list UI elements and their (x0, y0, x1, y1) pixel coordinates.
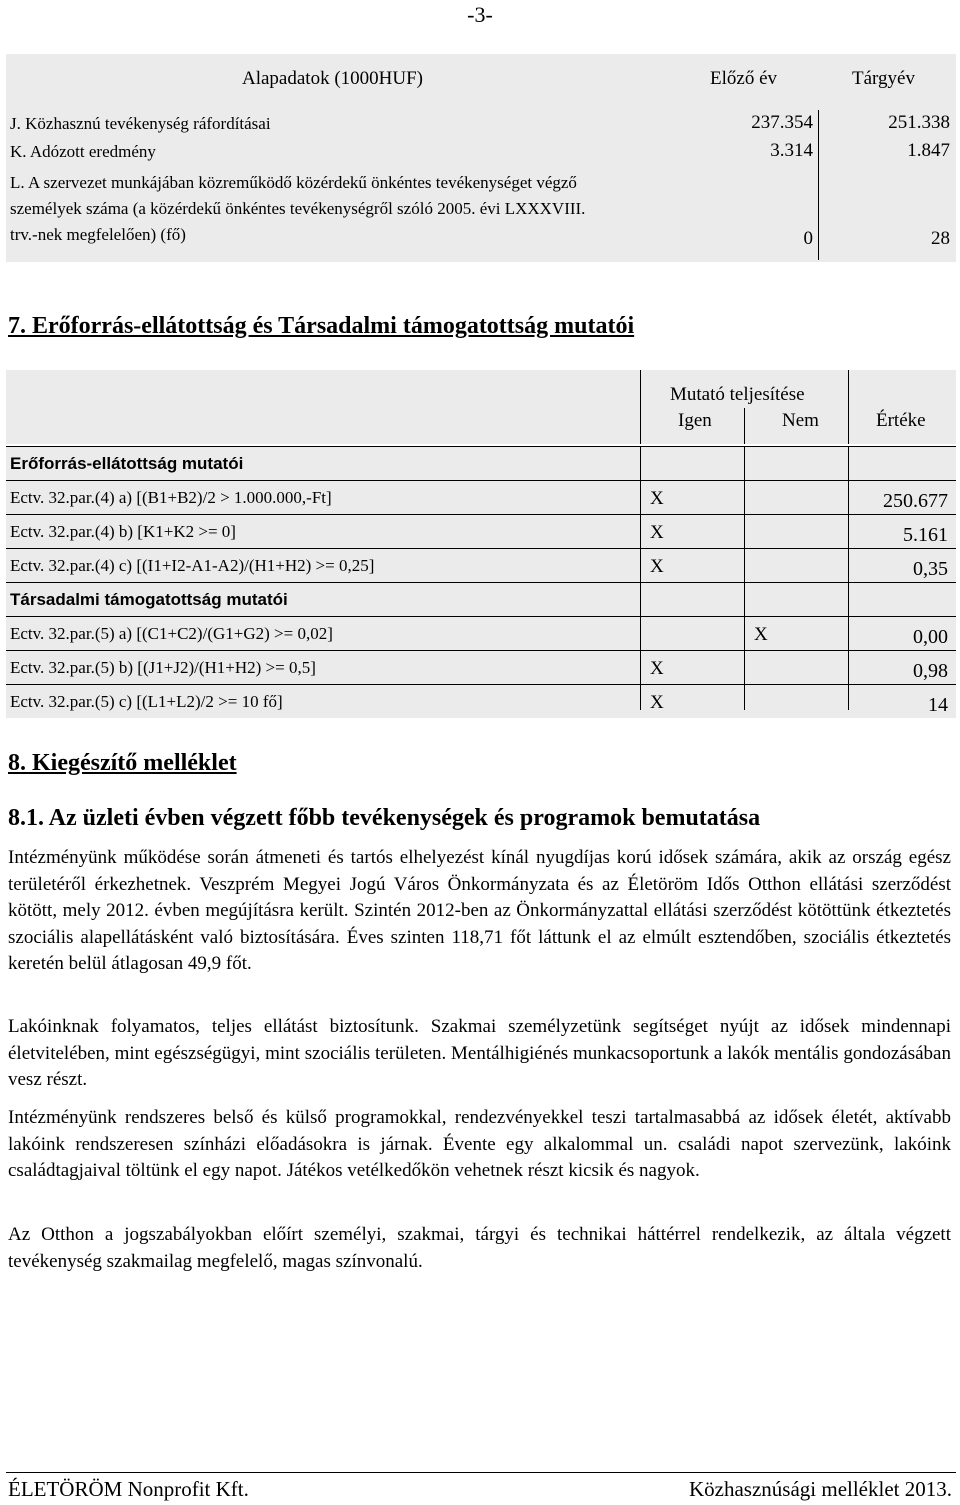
indicator-value: 0,98 (913, 660, 948, 682)
row-label: K. Adózott eredmény (10, 142, 156, 161)
footer-document: Közhasznúsági melléklet 2013. (688, 1477, 952, 1501)
indicator-table (6, 446, 956, 718)
header-group: Mutató teljesítése (670, 384, 805, 405)
page-footer (6, 1472, 956, 1501)
indicator-yes: X (650, 556, 664, 577)
section-7-title: 7. Erőforrás-ellátottság és Társadalmi támogatottság mutatói (8, 313, 635, 339)
section-title: Társadalmi támogatottság mutatói (10, 590, 288, 609)
row-prev: 3.314 (770, 140, 813, 161)
paragraph: Intézményünk működése során átmeneti és tartós elhelyezést kínál nyugdíjas korú idősek számára, akik az ország egész területéről érkezhetnek. Veszprém Megyei Jogú Város Önkormányzata és az Életöröm Idős Otthon ellátási szerződést kötött, mely 2012. évben megújításra került. Szintén 2012-ben az Önkormányzattal ellátási szerződést kötöttünk étkeztetés szociális alapellátásként való biztosítására. Éves szinten 118,71 főt láttunk el az elmúlt esztendőben, szociális étkeztetés keretén belül átlagosan 49,9 főt. (8, 847, 951, 974)
table-row (6, 549, 956, 583)
table-row (6, 108, 956, 140)
table-row (6, 168, 956, 260)
header-value: Értéke (876, 410, 926, 431)
table-row (6, 651, 956, 685)
table-row (6, 617, 956, 651)
header-no: Nem (782, 410, 819, 431)
section-row (6, 446, 956, 481)
basic-data-table (6, 54, 956, 262)
divider (848, 446, 849, 710)
header-yes: Igen (678, 410, 712, 431)
indicator-value: 250.677 (883, 490, 948, 512)
row-label: L. A szervezet munkájában közreműködő közérdekű önkéntes tevékenységet végző személyek száma (a közérdekű önkéntes tevékenységről szóló 2005. évi LXXXVIII. trv.-nek megfelelően) (fő) (10, 173, 586, 244)
header-prev-year: Előző év (710, 68, 778, 89)
indicator-label: Ectv. 32.par.(5) b) [(J1+J2)/(H1+H2) >= 0,5] (10, 658, 316, 677)
indicator-yes: X (650, 488, 664, 509)
page-number: -3- (467, 2, 493, 27)
indicator-value: 14 (928, 694, 948, 716)
table-row (6, 685, 956, 718)
indicator-label: Ectv. 32.par.(4) b) [K1+K2 >= 0] (10, 522, 236, 541)
indicator-label: Ectv. 32.par.(4) c) [(I1+I2-A1-A2)/(H1+H2) >= 0,25] (10, 556, 375, 575)
indicator-label: Ectv. 32.par.(4) a) [(B1+B2)/2 > 1.000.000,-Ft] (10, 488, 332, 507)
row-curr: 1.847 (907, 140, 950, 161)
row-curr: 28 (931, 228, 950, 249)
row-prev: 0 (803, 228, 813, 249)
table-row (6, 515, 956, 549)
table-row (6, 140, 956, 168)
basic-data-header (6, 54, 956, 108)
indicator-label: Ectv. 32.par.(5) a) [(C1+C2)/(G1+G2) >= 0,02] (10, 624, 333, 643)
section-title: Erőforrás-ellátottság mutatói (10, 454, 244, 473)
indicator-yes: X (650, 658, 664, 679)
indicator-value: 0,00 (913, 626, 948, 648)
footer-company: ÉLETÖRÖM Nonprofit Kft. (8, 1477, 249, 1501)
row-curr: 251.338 (888, 112, 950, 133)
indicator-no: X (754, 624, 768, 645)
divider (744, 408, 745, 444)
header-current-year: Tárgyév (852, 68, 915, 89)
divider (640, 446, 641, 710)
row-prev: 237.354 (751, 112, 813, 133)
divider (744, 446, 745, 710)
indicator-yes: X (650, 692, 664, 713)
indicator-yes: X (650, 522, 664, 543)
paragraph: Lakóinknak folyamatos, teljes ellátást biztosítunk. Szakmai személyzetünk segítséget nyújt az idősek mindennapi életvitelében, mint egészségügyi, mint szociális területen. Mentálhigiénés munkacsoportunk a lakók mentális gondozásában vesz részt. (8, 1016, 951, 1090)
section-8-title: 8. Kiegészítő melléklet (8, 750, 237, 776)
table-row (6, 481, 956, 515)
divider (640, 370, 641, 444)
paragraph: Az Otthon a jogszabályokban előírt személyi, szakmai, tárgyi és technikai háttérrel rendelkezik, az általa végzett tevékenység szakmailag megfelelő, magas színvonalú. (8, 1224, 951, 1272)
section-row (6, 583, 956, 617)
section-8-1-title: 8.1. Az üzleti évben végzett főbb tevékenységek és programok bemutatása (8, 805, 761, 831)
indicator-value: 5.161 (903, 524, 948, 546)
indicator-label: Ectv. 32.par.(5) c) [(L1+L2)/2 >= 10 fő] (10, 692, 283, 711)
indicator-table-header (6, 370, 956, 444)
row-label: J. Közhasznú tevékenység ráfordításai (10, 114, 271, 133)
divider (848, 370, 849, 444)
header-label: Alapadatok (1000HUF) (242, 68, 423, 89)
paragraph: Intézményünk rendszeres belső és külső programokkal, rendezvényekkel teszi tartalmasabbá az idősek életét, aktívabb lakóink rendszeresen színházi előadásokra is járnak. Évente egy alkalommal un. családi napot szervezünk, lakóink családtagjaival töltünk el egy napot. Játékos vetélkedőkön vehetnek részt kicsik és nagyok. (8, 1107, 951, 1181)
indicator-value: 0,35 (913, 558, 948, 580)
